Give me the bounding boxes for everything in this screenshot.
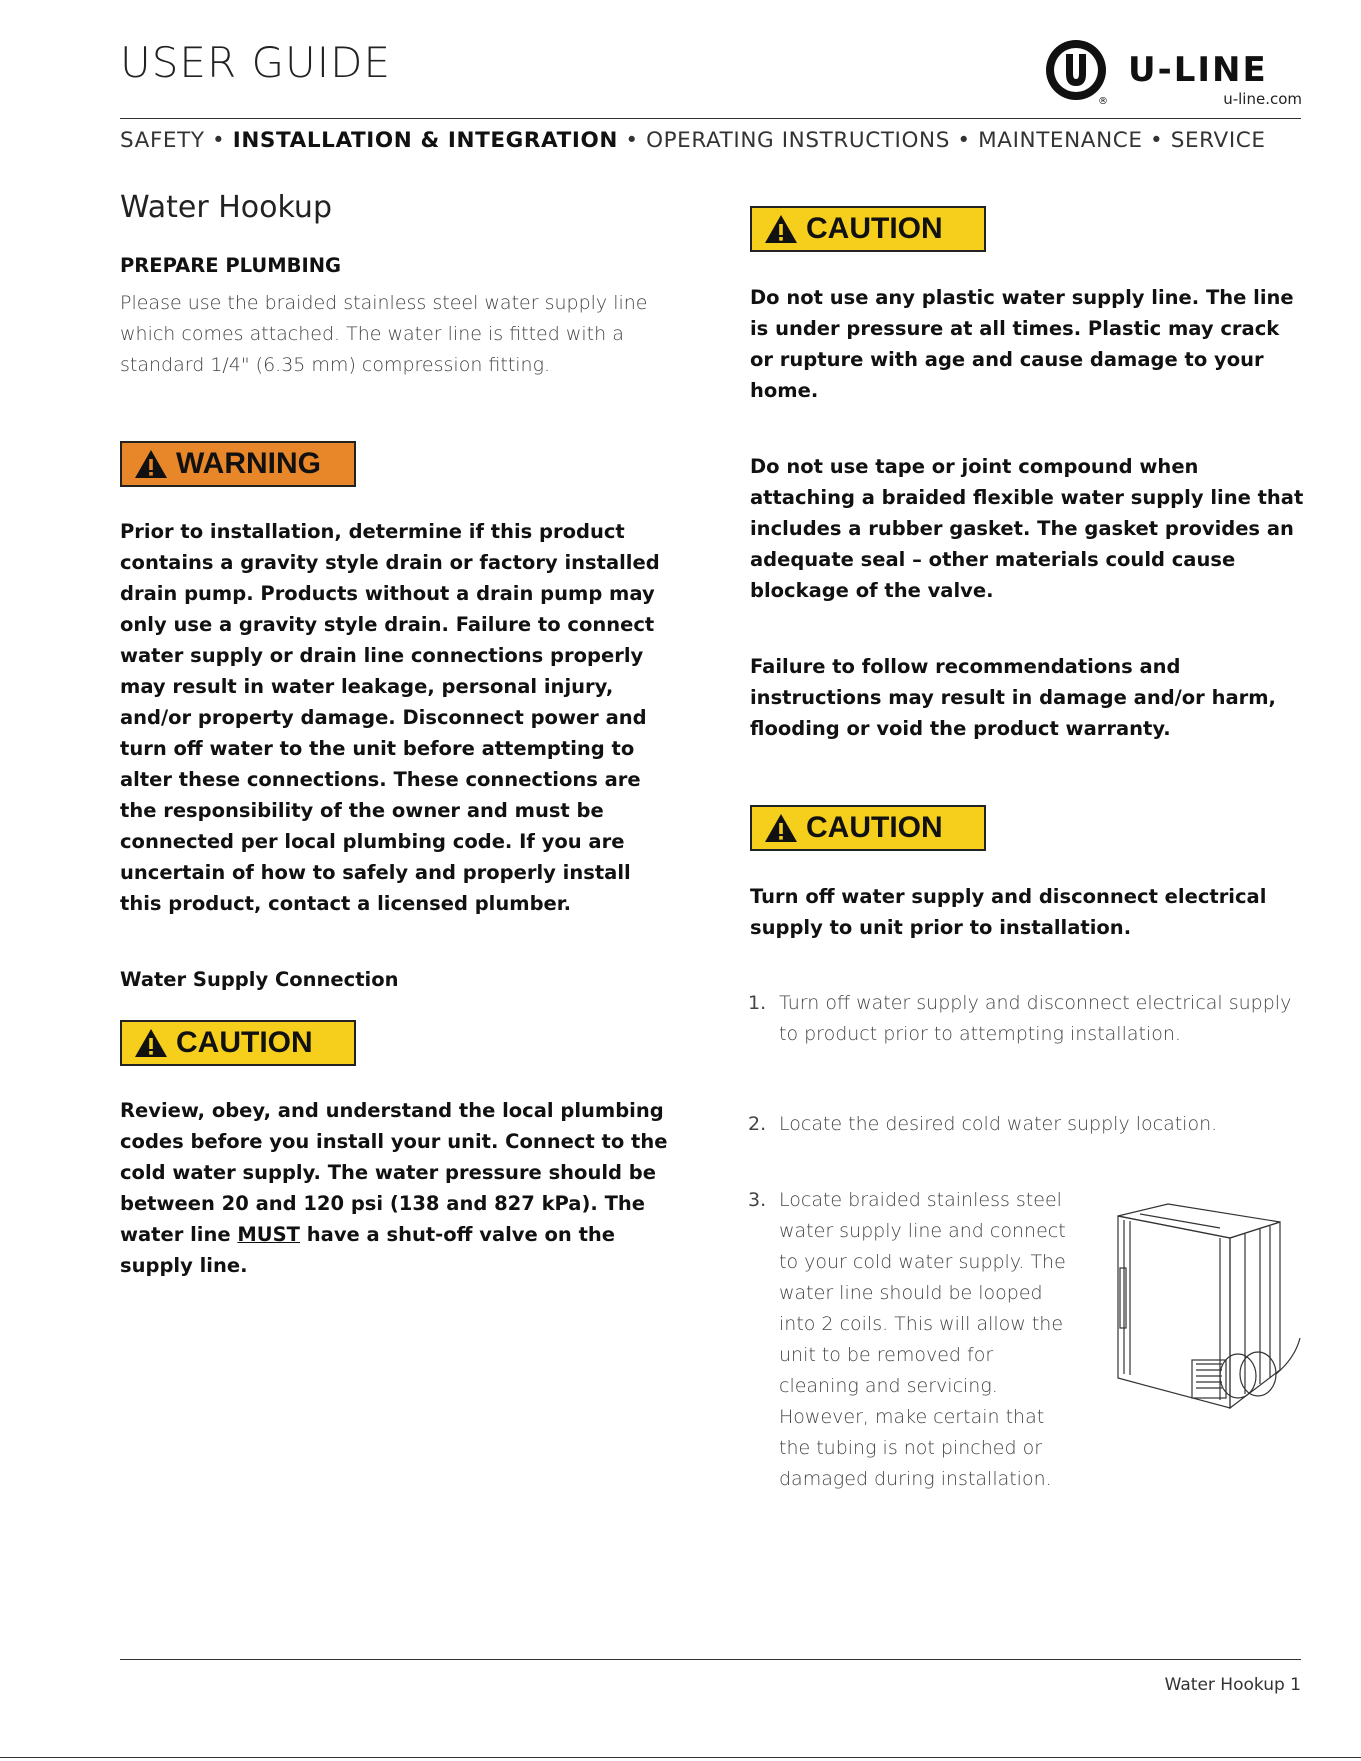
caution-text-emphasis: MUST: [237, 1223, 300, 1246]
caution-power-text: Turn off water supply and disconnect electrical supply to unit prior to installation.: [750, 885, 1267, 939]
nav-separator: •: [1142, 128, 1171, 153]
caution-label: CAUTION: [806, 811, 943, 844]
caution-label: CAUTION: [176, 1026, 313, 1059]
prepare-heading: PREPARE PLUMBING: [120, 254, 342, 277]
footer-divider: [120, 1659, 1301, 1660]
warning-text: Prior to installation, determine if this product contains a gravity style drain or factory installed drain pump. Products without a drain pump may only use a gravity style drain. Failure to connect water supply or drain line connections properly may result in water leakage, personal injury, and/or property damage. Disconnect power and turn off water to the unit before attempting to alter these connections. These connections are the responsibility of the owner and must be connected per local plumbing code. If you are uncertain of how to safely and properly install this product, contact a licensed plumber.: [120, 520, 660, 915]
warning-label: WARNING: [176, 447, 321, 480]
header-divider: [120, 118, 1301, 119]
step-number: 1.: [748, 992, 767, 1014]
caution-sign: [750, 206, 986, 252]
nav-item-maintenance[interactable]: MAINTENANCE: [978, 128, 1143, 153]
caution-sign: [750, 805, 986, 851]
nav-item-service[interactable]: SERVICE: [1170, 128, 1266, 153]
brand-logo[interactable]: [1040, 38, 1302, 110]
page-title: USER GUIDE: [120, 38, 392, 87]
caution-text-part: Review, obey, and understand the local plumbing codes before you install your unit. Connect to the cold water supply. The water pressure should be between 20 and 120 psi (138 and 827 kPa). The water line: [120, 1099, 668, 1246]
logo-wordmark: U-LINE: [1128, 50, 1268, 90]
nav-item-safety[interactable]: SAFETY: [120, 128, 205, 153]
supply-heading: Water Supply Connection: [120, 968, 399, 991]
warning-triangle-icon: [134, 449, 168, 479]
caution-triangle-icon: [134, 1028, 168, 1058]
nav-item-installation[interactable]: INSTALLATION & INTEGRATION: [232, 128, 618, 153]
caution-label: CAUTION: [806, 212, 943, 245]
nav-separator: •: [617, 128, 647, 153]
nav-separator: •: [949, 128, 979, 153]
caution-failure-text: Failure to follow recommendations and instructions may result in damage and/or harm, flooding or void the product warranty.: [750, 655, 1276, 740]
caution-sign: [120, 1020, 356, 1066]
logo-url[interactable]: u-line.com: [1223, 90, 1302, 108]
appliance-illustration: [1110, 1198, 1310, 1418]
caution-plastic-text: Do not use any plastic water supply line. The line is under pressure at all times. Plastic may crack or rupture with age and cause damage to your home.: [750, 286, 1294, 402]
prepare-text: Please use the braided stainless steel water supply line which comes attached. The water line is fitted with a standard 1/4" (6.35 mm) compression fitting.: [120, 292, 648, 376]
nav-separator: •: [204, 128, 233, 153]
caution-triangle-icon: [764, 214, 798, 244]
step-text: Locate braided stainless steel water supply line and connect to your cold water supply. The water line should be looped into 2 coils. This will allow the unit to be removed for cleaning and servicing. However, make certain that the tubing is not pinched or damaged during installation.: [779, 1189, 1066, 1490]
footer-page-label: Water Hookup 1: [1164, 1675, 1301, 1695]
section-nav: [120, 128, 1301, 153]
nav-item-operating[interactable]: OPERATING INSTRUCTIONS: [646, 128, 950, 153]
warning-sign: [120, 441, 356, 487]
caution-text: [120, 1095, 670, 1281]
caution-triangle-icon: [764, 813, 798, 843]
page-edge-divider: [0, 1757, 1361, 1758]
step-text: Locate the desired cold water supply location.: [779, 1113, 1218, 1135]
caution-text-part: have a shut-off valve on the supply line.: [120, 1223, 616, 1277]
step-number: 3.: [748, 1189, 767, 1211]
svg-text:®: ®: [1098, 96, 1108, 107]
section-title: Water Hookup: [120, 190, 332, 225]
step-number: 2.: [748, 1113, 767, 1135]
step-text: Turn off water supply and disconnect electrical supply to product prior to attempting installation.: [779, 992, 1292, 1045]
caution-tape-text: Do not use tape or joint compound when attaching a braided flexible water supply line that includes a rubber gasket. The gasket provides an adequate seal – other materials could cause blockage of the valve.: [750, 455, 1304, 602]
u-line-logo-icon: [1040, 38, 1120, 110]
